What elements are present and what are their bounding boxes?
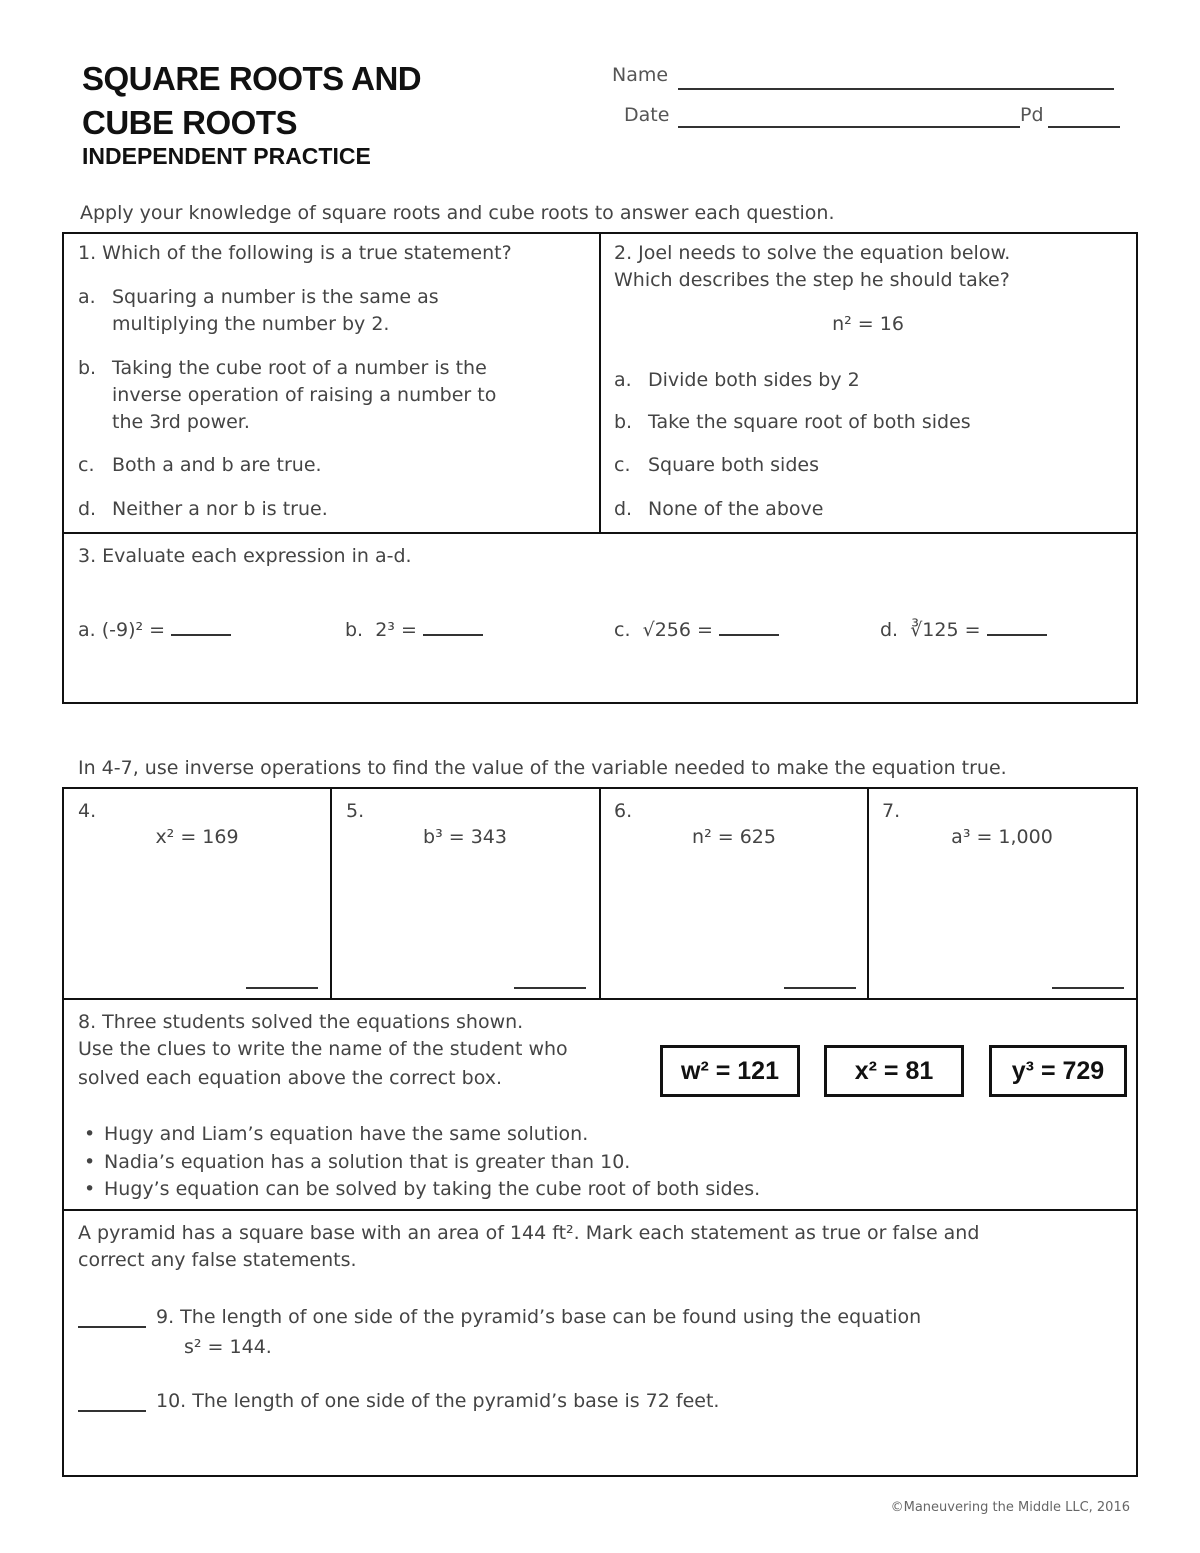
pyramid-stem-line1: A pyramid has a square base with an area of 144 ft². Mark each statement as true or false and [78, 1222, 980, 1244]
q1-option-b-line1: Taking the cube root of a number is the [112, 357, 487, 379]
q9-line2: s² = 144. [184, 1336, 272, 1358]
p7-equation: a³ = 1,000 [951, 826, 1053, 848]
q2-option-d-letter: d. [614, 498, 633, 520]
q8-clue-2: Nadia’s equation has a solution that is greater than 10. [104, 1151, 631, 1173]
section1-instructions: Apply your knowledge of square roots and cube roots to answer each question. [80, 202, 835, 224]
q9-answer[interactable] [78, 1326, 146, 1328]
q3-part-a-answer[interactable] [171, 616, 231, 636]
p5-number: 5. [346, 800, 365, 822]
q3-part-c-label: c. [614, 619, 631, 641]
q8-clue-1: Hugy and Liam’s equation have the same solution. [104, 1123, 589, 1145]
q8-line3: solved each equation above the correct box. [78, 1067, 503, 1089]
p4-equation: x² = 169 [155, 826, 239, 848]
pd-field[interactable] [1048, 126, 1120, 128]
p4-p5-divider [330, 787, 332, 1000]
p4-answer[interactable] [246, 987, 318, 989]
p5-equation: b³ = 343 [423, 826, 507, 848]
q3-part-c [614, 616, 779, 644]
q3-part-b-answer[interactable] [423, 616, 483, 636]
q3-part-a-expr: (-9)² = [101, 619, 166, 641]
q8-clue-3-bullet: • [84, 1178, 96, 1200]
date-label: Date [624, 104, 670, 126]
pyramid-stem-line2: correct any false statements. [78, 1249, 357, 1271]
q1-option-a-letter: a. [78, 286, 96, 308]
q3-part-b-label: b. [345, 619, 364, 641]
pd-label: Pd [1020, 104, 1044, 126]
worksheet-title-line1: SQUARE ROOTS AND [82, 60, 422, 97]
q8-clue-3: Hugy’s equation can be solved by taking the cube root of both sides. [104, 1178, 761, 1200]
q3-part-d-answer[interactable] [987, 616, 1047, 636]
p7-answer[interactable] [1052, 987, 1124, 989]
q3-part-b [345, 616, 483, 644]
q2-option-b-text: Take the square root of both sides [648, 411, 971, 433]
q8-clue-1-bullet: • [84, 1123, 96, 1145]
name-field[interactable] [678, 88, 1114, 90]
q2-equation: n² = 16 [832, 313, 904, 335]
name-label: Name [612, 64, 669, 86]
section2-instructions: In 4-7, use inverse operations to find the value of the variable needed to make the equation true. [78, 757, 1007, 779]
q2-option-c-text: Square both sides [648, 454, 819, 476]
q2-stem-line1: 2. Joel needs to solve the equation below. [614, 242, 1011, 264]
p6-answer[interactable] [784, 987, 856, 989]
q1-option-b-line2: inverse operation of raising a number to [112, 384, 497, 406]
q2-option-b-letter: b. [614, 411, 633, 433]
q8-box-w-equation[interactable]: w² = 121 [660, 1045, 800, 1097]
q2-stem-line2: Which describes the step he should take? [614, 269, 1010, 291]
q8-box-x-equation[interactable]: x² = 81 [824, 1045, 964, 1097]
q1-option-a-line2: multiplying the number by 2. [112, 313, 390, 335]
q10-answer[interactable] [78, 1410, 146, 1412]
q8-divider [62, 998, 1138, 1000]
q10-text: 10. The length of one side of the pyramid’s base is 72 feet. [156, 1390, 720, 1412]
q2-option-d-text: None of the above [648, 498, 824, 520]
q3-part-b-expr: 2³ = [375, 619, 417, 641]
q2-option-c-letter: c. [614, 454, 631, 476]
copyright-footer: ©Maneuvering the Middle LLC, 2016 [890, 1500, 1130, 1515]
pyramid-divider [62, 1209, 1138, 1211]
p7-number: 7. [882, 800, 901, 822]
q1-option-d-text: Neither a nor b is true. [112, 498, 328, 520]
p5-answer[interactable] [514, 987, 586, 989]
p4-number: 4. [78, 800, 97, 822]
q3-part-d-expr: ∛125 = [910, 619, 981, 641]
q8-box-y-equation[interactable]: y³ = 729 [989, 1045, 1127, 1097]
q2-option-a-text: Divide both sides by 2 [648, 369, 860, 391]
q2-option-a-letter: a. [614, 369, 632, 391]
q3-part-c-answer[interactable] [719, 616, 779, 636]
q8-line2: Use the clues to write the name of the student who [78, 1038, 568, 1060]
q1-option-c-letter: c. [78, 454, 95, 476]
p5-p6-divider [599, 787, 601, 1000]
q9-line1: 9. The length of one side of the pyramid’s base can be found using the equation [156, 1306, 922, 1328]
q1-option-a-line1: Squaring a number is the same as [112, 286, 439, 308]
p6-p7-divider [867, 787, 869, 1000]
q3-part-d-label: d. [880, 619, 899, 641]
q1-option-b-letter: b. [78, 357, 97, 379]
worksheet-title-line2: CUBE ROOTS [82, 104, 298, 141]
p6-number: 6. [614, 800, 633, 822]
q1-option-b-line3: the 3rd power. [112, 411, 250, 433]
q3-divider [62, 532, 1138, 534]
q8-clue-2-bullet: • [84, 1151, 96, 1173]
q1-option-d-letter: d. [78, 498, 97, 520]
q3-part-a [78, 616, 231, 644]
worksheet-subtitle: INDEPENDENT PRACTICE [82, 143, 371, 169]
q3-part-a-label: a. [78, 619, 96, 641]
q1-q2-divider [599, 232, 601, 534]
q1-stem: 1. Which of the following is a true statement? [78, 242, 512, 264]
q3-part-d [880, 616, 1047, 644]
p6-equation: n² = 625 [692, 826, 776, 848]
q8-line1: 8. Three students solved the equations shown. [78, 1011, 524, 1033]
date-field[interactable] [678, 126, 1020, 128]
q3-stem: 3. Evaluate each expression in a-d. [78, 545, 412, 567]
q3-part-c-expr: √256 = [642, 619, 713, 641]
q1-option-c-text: Both a and b are true. [112, 454, 322, 476]
